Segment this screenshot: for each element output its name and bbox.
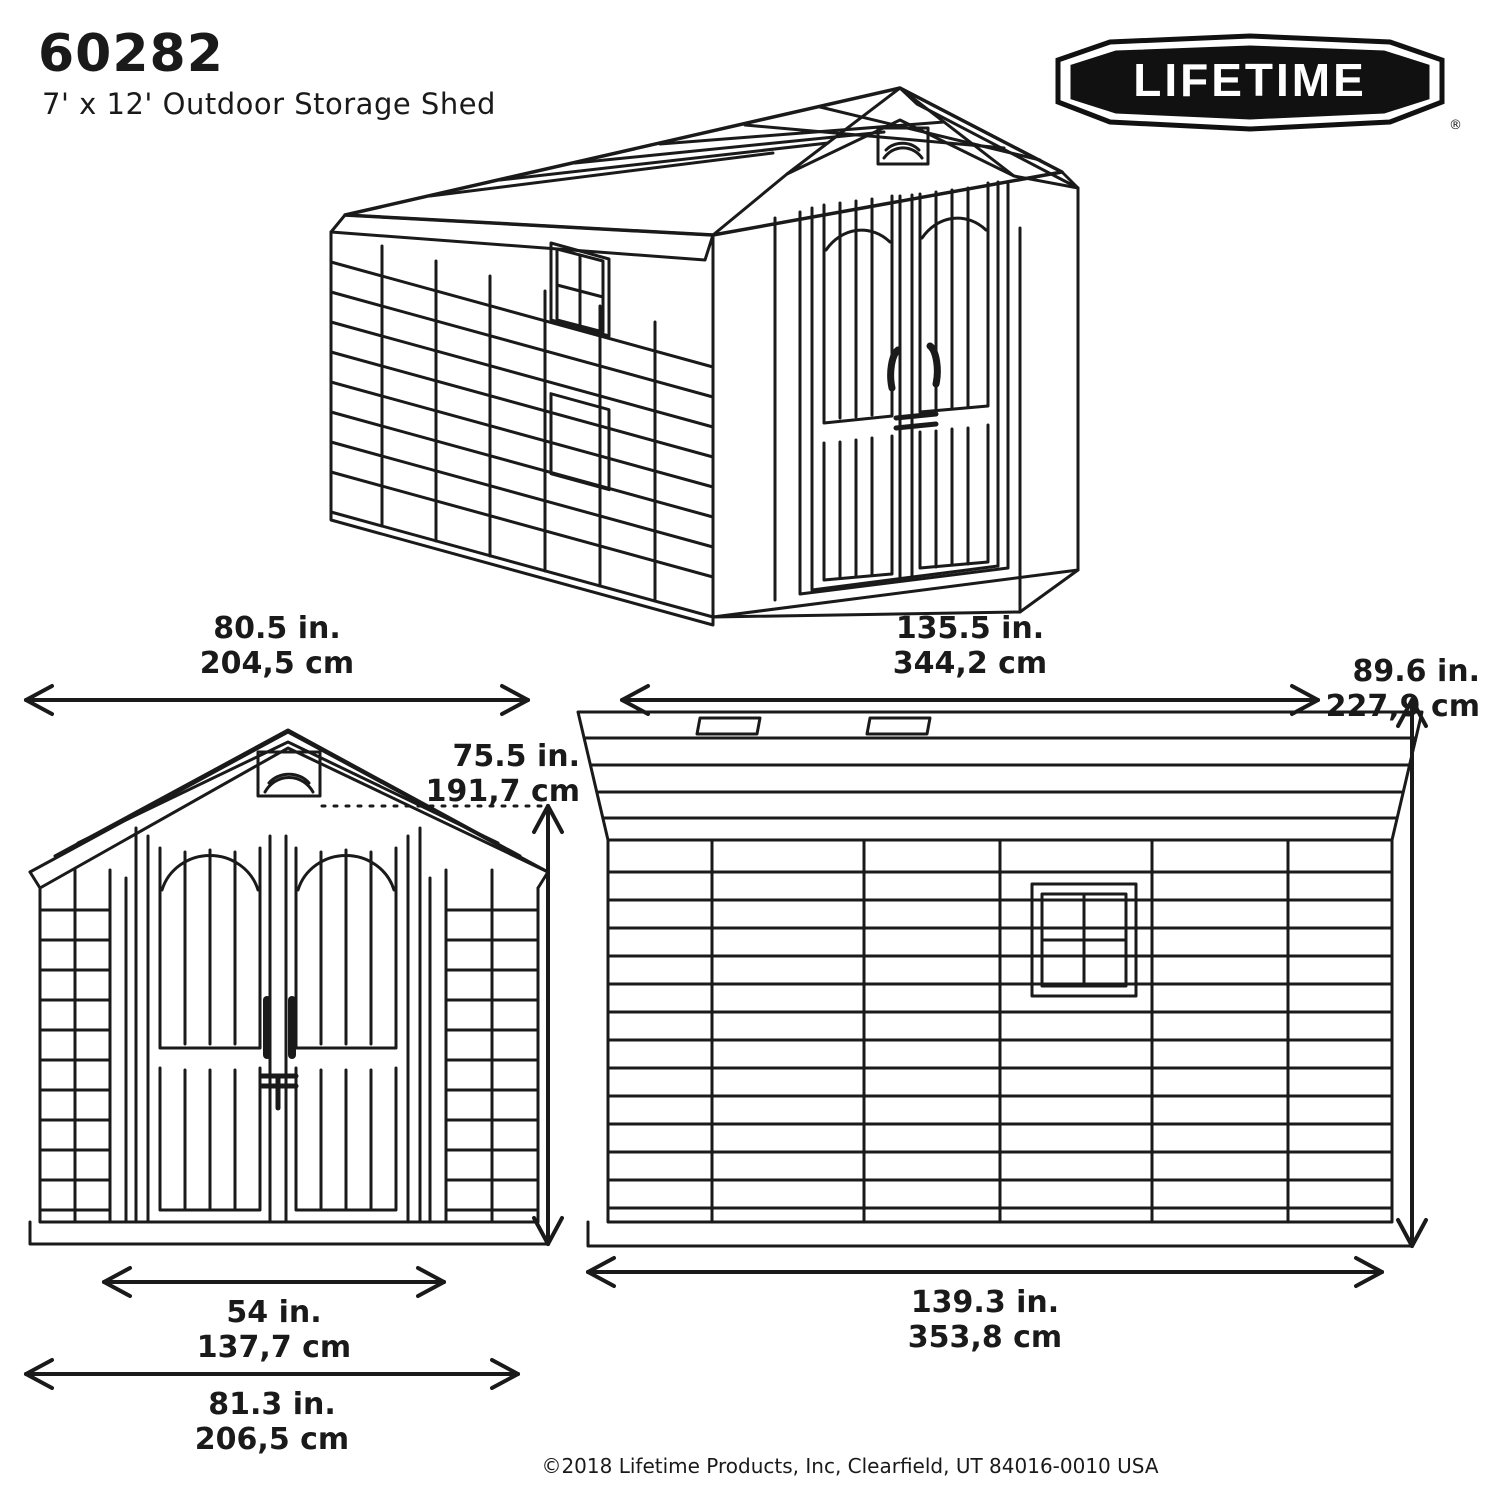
- dimension-iso-width: 135.5 in. 344,2 cm: [892, 611, 1048, 681]
- page-title: 60282: [38, 24, 224, 84]
- registered-trademark: ®: [1449, 118, 1462, 133]
- side-elevation-view: [578, 712, 1422, 1246]
- dimension-iso-depth: 80.5 in. 204,5 cm: [199, 611, 355, 681]
- dimension-front-wall-height: 75.5 in. 191,7 cm: [425, 739, 580, 809]
- copyright-notice: ©2018 Lifetime Products, Inc, Clearfield, UT 84016-0010 USA: [541, 1454, 1159, 1478]
- svg-text:LIFETIME: LIFETIME: [1133, 54, 1367, 106]
- dimension-front-width: 81.3 in. 206,5 cm: [194, 1387, 350, 1457]
- dimension-side-height: 89.6 in. 227,9 cm: [1325, 654, 1480, 724]
- product-description: 7' x 12' Outdoor Storage Shed: [42, 87, 496, 121]
- isometric-shed-view: [331, 88, 1078, 625]
- dimension-door-width: 54 in. 137,7 cm: [196, 1295, 352, 1365]
- dimension-side-width: 139.3 in. 353,8 cm: [907, 1285, 1063, 1355]
